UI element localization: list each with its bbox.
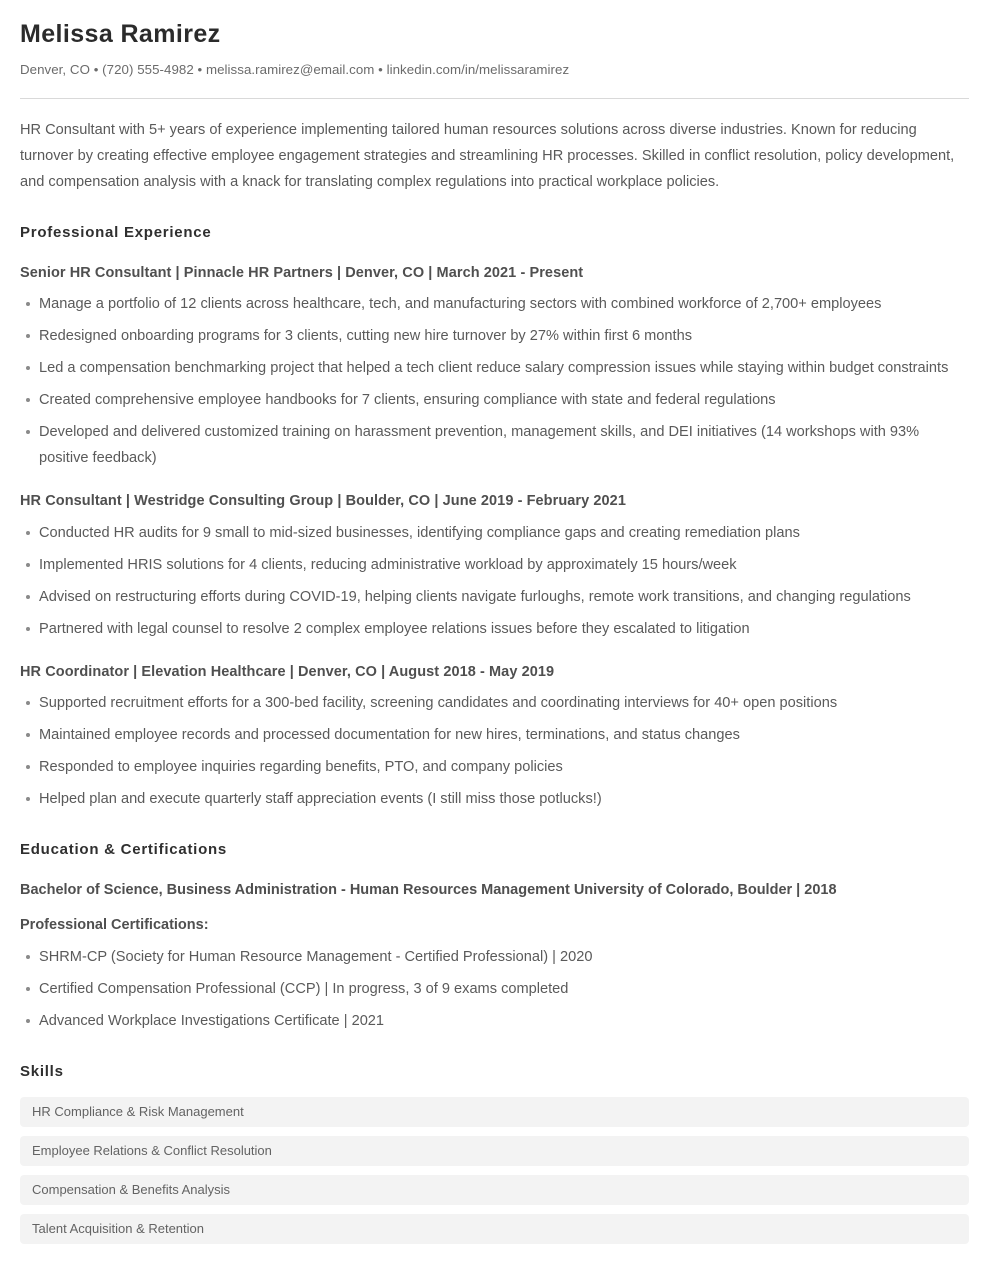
list-item: Maintained employee records and processed documentation for new hires, terminations, and status changes <box>20 722 969 748</box>
list-item: Created comprehensive employee handbooks for 7 clients, ensuring compliance with state and federal regulations <box>20 387 969 413</box>
section-heading-skills: Skills <box>20 1062 64 1080</box>
list-item: Implemented HRIS solutions for 4 clients, reducing administrative workload by approximately 15 hours/week <box>20 552 969 578</box>
job-bullet-list <box>20 291 969 471</box>
list-item: Led a compensation benchmarking project that helped a tech client reduce salary compression issues while staying within budget constraints <box>20 355 969 381</box>
list-item: Conducted HR audits for 9 small to mid-sized businesses, identifying compliance gaps and creating remediation plans <box>20 520 969 546</box>
job-title: Senior HR Consultant | Pinnacle HR Partners | Denver, CO | March 2021 - Present <box>20 264 584 281</box>
certification-list <box>20 944 969 1034</box>
skill-bar: Employee Relations & Conflict Resolution <box>20 1136 969 1166</box>
skill-bar: Compensation & Benefits Analysis <box>20 1175 969 1205</box>
list-item: Partnered with legal counsel to resolve 2 complex employee relations issues before they escalated to litigation <box>20 616 969 642</box>
skill-bar: Talent Acquisition & Retention <box>20 1214 969 1244</box>
job-bullet-list <box>20 690 969 812</box>
contact-line: Denver, CO • (720) 555-4982 • melissa.ramirez@email.com • linkedin.com/in/melissaramirez <box>20 61 570 77</box>
experience-entry <box>20 663 969 813</box>
skills-list <box>20 1097 969 1244</box>
page-title: Melissa Ramirez <box>20 20 221 48</box>
list-item: SHRM-CP (Society for Human Resource Management - Certified Professional) | 2020 <box>20 944 969 970</box>
list-item: Certified Compensation Professional (CCP) | In progress, 3 of 9 exams completed <box>20 976 969 1002</box>
section-heading-education: Education & Certifications <box>20 841 228 859</box>
education-degree: Bachelor of Science, Business Administration - Human Resources Management University of Colorado, Boulder | 2018 <box>20 881 837 898</box>
experience-entry <box>20 492 969 642</box>
section-heading-experience: Professional Experience <box>20 224 212 242</box>
list-item: Advanced Workplace Investigations Certificate | 2021 <box>20 1008 969 1034</box>
list-item: Developed and delivered customized training on harassment prevention, management skills, and DEI initiatives (14 workshops with 93% positive feedback) <box>20 419 969 471</box>
job-title: HR Coordinator | Elevation Healthcare | Denver, CO | August 2018 - May 2019 <box>20 663 555 680</box>
skill-bar: HR Compliance & Risk Management <box>20 1097 969 1127</box>
header-divider <box>20 98 969 99</box>
job-bullet-list <box>20 520 969 642</box>
list-item: Advised on restructuring efforts during COVID-19, helping clients navigate furloughs, remote work transitions, and changing regulations <box>20 584 969 610</box>
list-item: Redesigned onboarding programs for 3 clients, cutting new hire turnover by 27% within first 6 months <box>20 323 969 349</box>
resume-header <box>20 20 969 99</box>
certifications-label: Professional Certifications: <box>20 917 209 934</box>
list-item: Manage a portfolio of 12 clients across healthcare, tech, and manufacturing sectors with combined workforce of 2,700+ employees <box>20 291 969 317</box>
list-item: Responded to employee inquiries regarding benefits, PTO, and company policies <box>20 754 969 780</box>
professional-summary: HR Consultant with 5+ years of experience implementing tailored human resources solutions across diverse industries. Known for reducing turnover by creating effective employee engagement strategies and streamlining HR processes. Skilled in conflict resolution, policy development, and compensation analysis with a knack for translating complex regulations into practical workplace policies. <box>20 122 955 191</box>
list-item: Supported recruitment efforts for a 300-bed facility, screening candidates and coordinating interviews for 40+ open positions <box>20 690 969 716</box>
list-item: Helped plan and execute quarterly staff appreciation events (I still miss those potlucks!) <box>20 786 969 812</box>
job-title: HR Consultant | Westridge Consulting Group | Boulder, CO | June 2019 - February 2021 <box>20 493 626 510</box>
experience-entry <box>20 264 969 472</box>
